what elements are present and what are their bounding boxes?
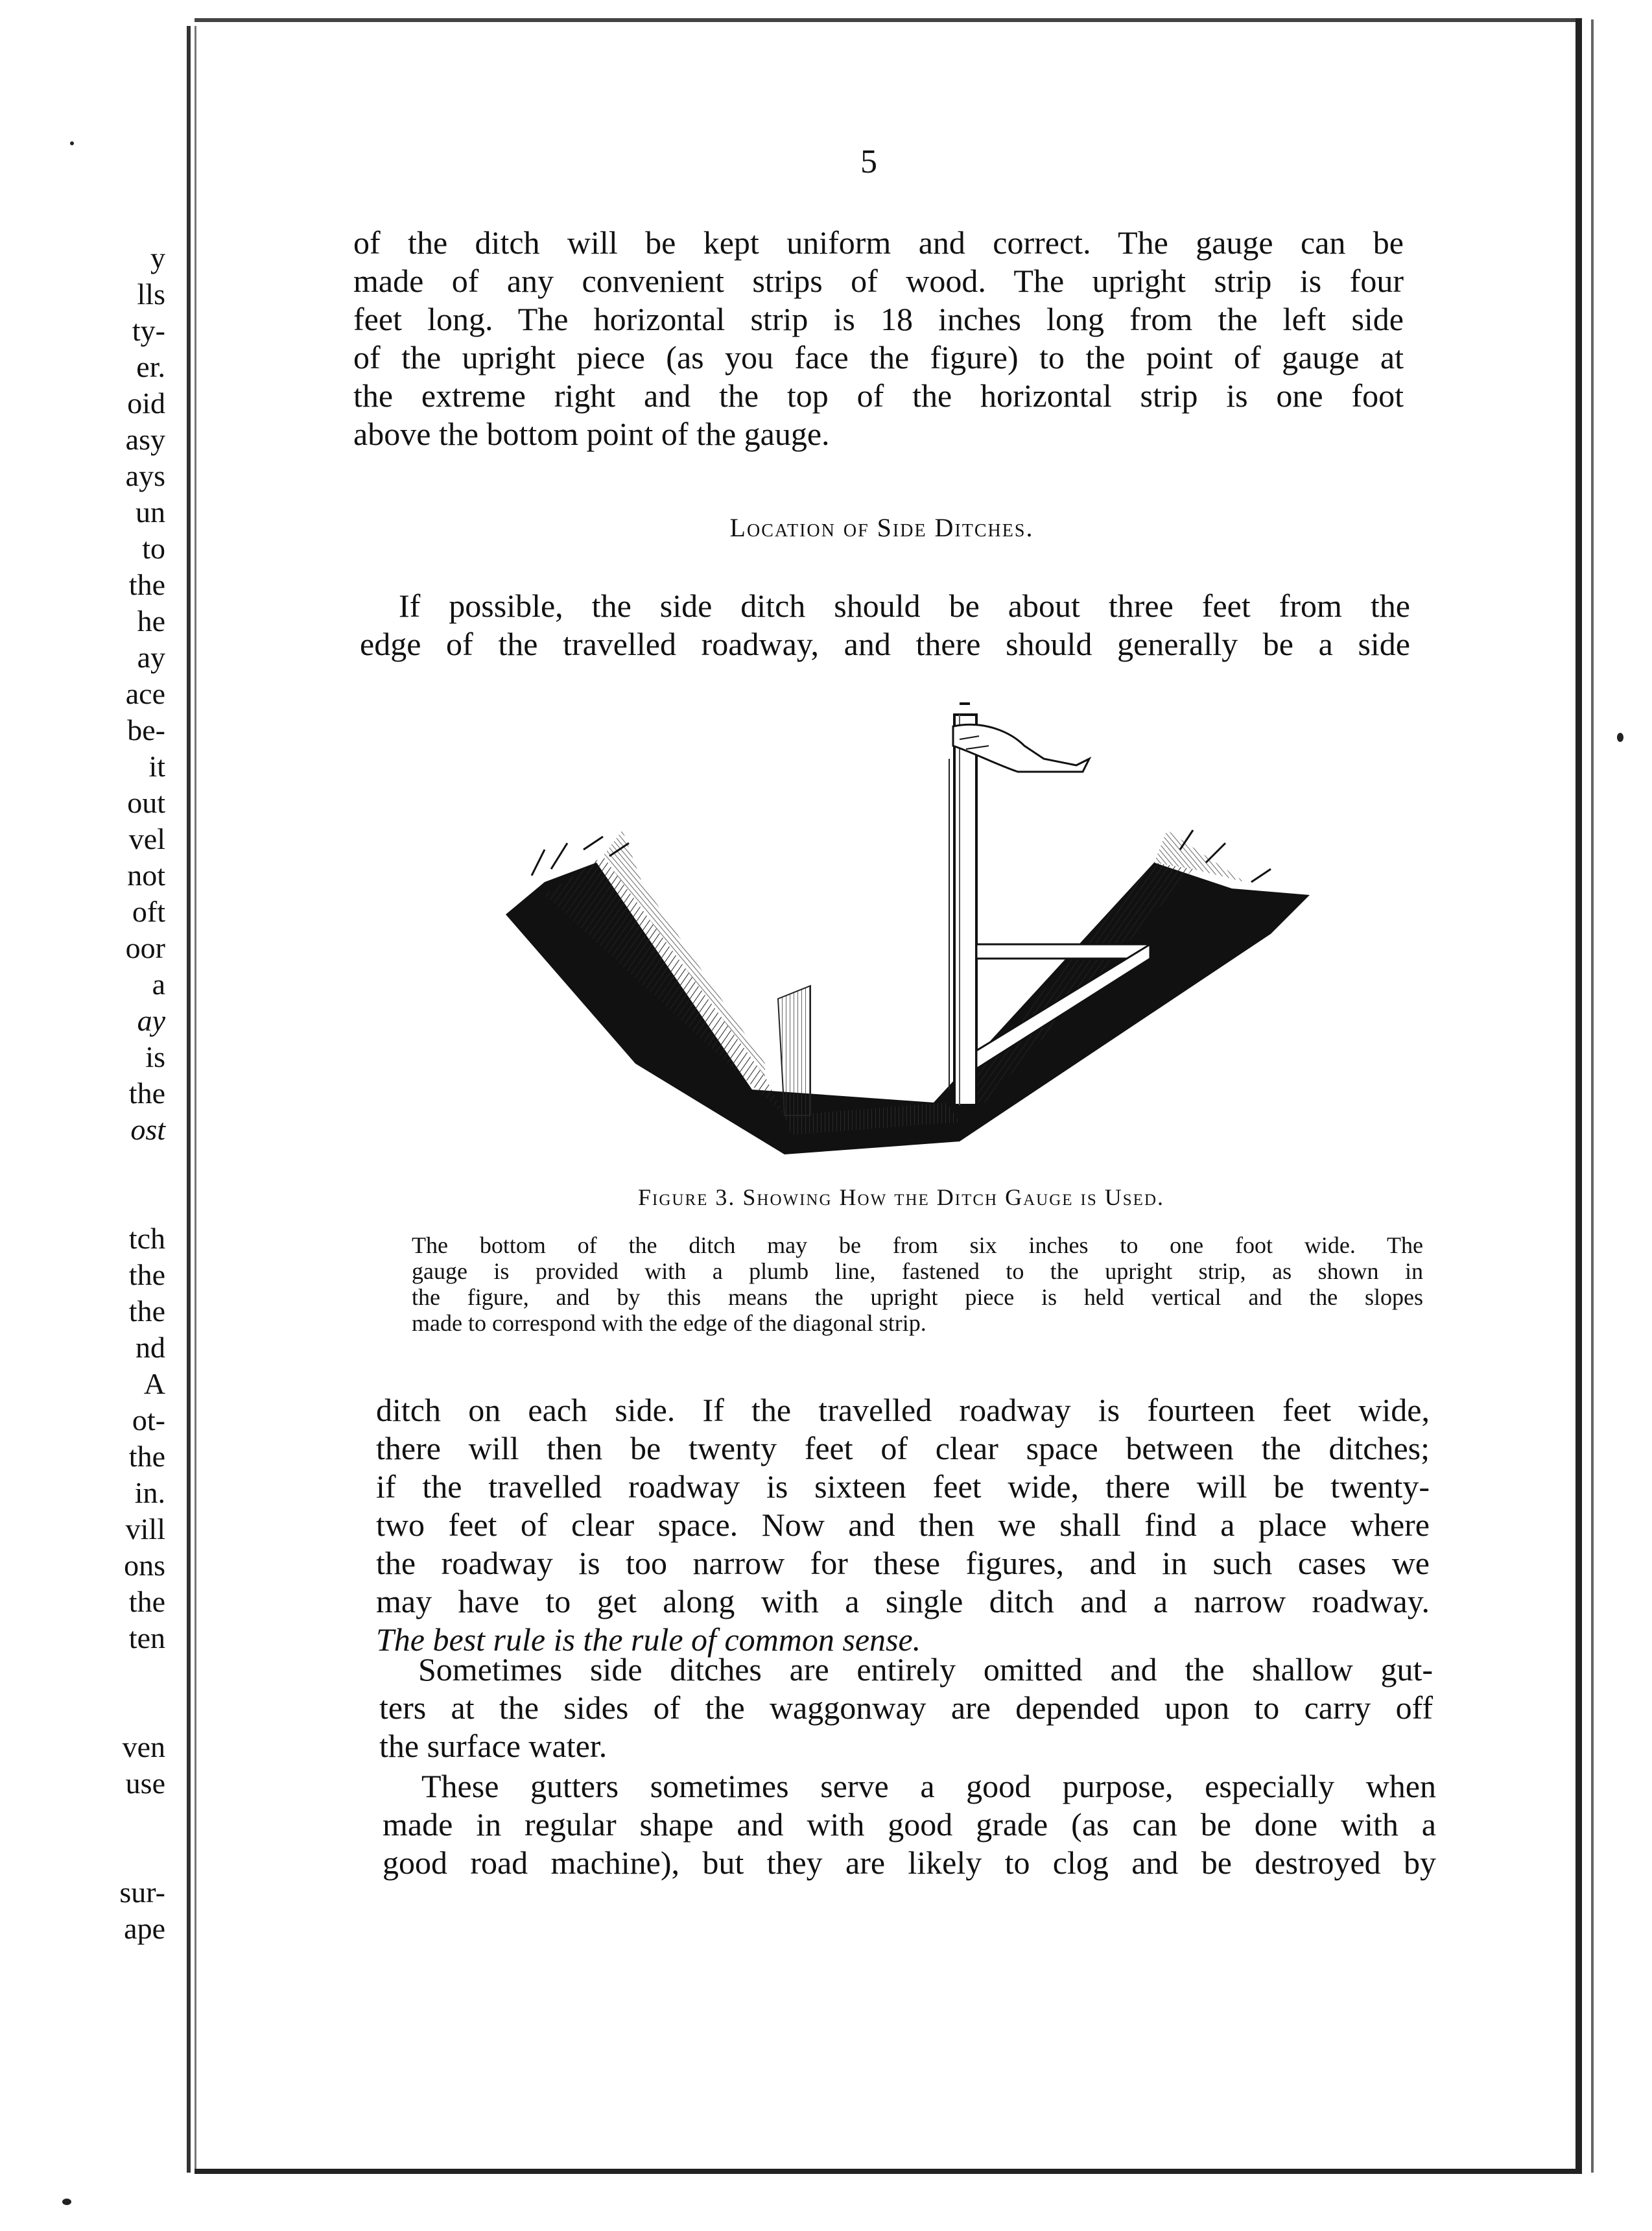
figure-caption: Figure 3. Showing How the Ditch Gauge is Used.: [637, 1184, 1165, 1210]
text-line: made in regular shape and with good grade (as can be done with a: [383, 1806, 1436, 1843]
margin-fragment: use: [125, 1767, 165, 1800]
margin-fragment: the: [128, 1294, 165, 1328]
margin-fragment: sur-: [119, 1876, 165, 1909]
figure-note: [412, 1232, 1423, 1336]
margin-fragment: he: [137, 604, 165, 638]
section-heading: Location of Side Ditches.: [729, 513, 1034, 542]
text-line: made to correspond with the edge of the diagonal strip.: [412, 1310, 926, 1336]
margin-fragment: in.: [134, 1476, 165, 1509]
text-line: The best rule is the rule of common sense.: [376, 1621, 921, 1658]
text-line: If possible, the side ditch should be about three feet from the: [399, 588, 1410, 624]
margin-fragment: it: [148, 750, 165, 783]
text-line: above the bottom point of the gauge.: [353, 416, 830, 452]
text-line: feet long. The horizontal strip is 18 inches long from the left side: [353, 301, 1404, 337]
page-number: 5: [860, 143, 877, 180]
margin-fragment: A: [143, 1367, 165, 1400]
margin-fragment: out: [127, 786, 165, 819]
margin-fragment: y: [150, 241, 165, 274]
margin-fragment: ace: [125, 677, 165, 710]
text-line: if the travelled roadway is sixteen feet wide, there will be twenty-: [376, 1468, 1430, 1505]
margin-fragment: the: [128, 1077, 165, 1110]
page-gutter: [187, 26, 191, 2173]
text-line: These gutters sometimes serve a good purpose, especially when: [421, 1768, 1436, 1804]
left-page-margin-text: [0, 240, 165, 1947]
margin-fragment: nd: [136, 1331, 165, 1364]
text-line: made of any convenient strips of wood. The upright strip is four: [353, 263, 1404, 299]
margin-fragment: the: [128, 1258, 165, 1291]
margin-fragment: oft: [132, 895, 165, 928]
page-bottom-edge: [195, 2169, 1582, 2174]
scan-speck: [62, 2199, 71, 2205]
text-line: gauge is provided with a plumb line, fastened to the upright strip, as shown in: [412, 1258, 1423, 1284]
paragraph-gauge-description: [353, 224, 1404, 453]
text-line: the roadway is too narrow for these figures, and in such cases we: [376, 1545, 1430, 1581]
margin-fragment: tch: [128, 1222, 165, 1255]
text-line: may have to get along with a single ditch and a narrow roadway.: [376, 1583, 1430, 1619]
margin-fragment: the: [128, 1440, 165, 1473]
text-line: ditch on each side. If the travelled roadway is fourteen feet wide,: [376, 1392, 1430, 1428]
margin-fragment: asy: [125, 423, 165, 456]
margin-gap: [0, 1656, 165, 1729]
margin-fragment: oid: [127, 387, 165, 420]
margin-fragment: the: [128, 568, 165, 601]
margin-fragment: a: [152, 968, 165, 1001]
text-line: edge of the travelled roadway, and there should generally be a side: [360, 626, 1410, 662]
margin-fragment: ays: [125, 459, 165, 492]
text-line: the surface water.: [379, 1728, 608, 1764]
paragraph-gutters: [383, 1767, 1436, 1882]
margin-fragment: ape: [124, 1912, 165, 1945]
text-line: the figure, and by this means the upright piece is held vertical and the slopes: [412, 1284, 1423, 1310]
page-gutter-shadow: [195, 26, 196, 2173]
page-right-edge-shadow: [1591, 19, 1594, 2173]
text-line: of the upright piece (as you face the figure) to the point of gauge at: [353, 339, 1404, 376]
margin-fragment: ons: [124, 1549, 165, 1582]
ditch-gauge-illustration: [506, 700, 1310, 1167]
paragraph-roadway-width: [376, 1391, 1430, 1659]
margin-fragment: be-: [127, 713, 165, 746]
paragraph-side-ditch-location: [360, 587, 1410, 663]
margin-fragment: not: [127, 859, 165, 892]
margin-gap: [0, 1802, 165, 1874]
text-line: ters at the sides of the waggonway are depended upon to carry off: [379, 1689, 1433, 1726]
scan-speck: [70, 141, 74, 145]
margin-fragment: vel: [128, 822, 165, 855]
margin-fragment: er.: [136, 350, 165, 383]
text-line: the extreme right and the top of the horizontal strip is one foot: [353, 377, 1404, 414]
text-line: there will then be twenty feet of clear space between the ditches;: [376, 1430, 1430, 1466]
text-line: Sometimes side ditches are entirely omitted and the shallow gut-: [418, 1651, 1433, 1688]
margin-fragment: ay: [137, 641, 165, 674]
paragraph-omitted-ditches: [379, 1651, 1433, 1765]
text-line: The bottom of the ditch may be from six inches to one foot wide. The: [412, 1232, 1423, 1258]
page-right-edge: [1575, 18, 1582, 2171]
margin-fragment: lls: [137, 278, 165, 311]
page-top-edge: [195, 18, 1582, 22]
text-line: good road machine), but they are likely to clog and be destroyed by: [383, 1844, 1436, 1881]
margin-fragment: ty-: [132, 314, 165, 347]
margin-fragment: ten: [128, 1621, 165, 1654]
text-line: two feet of clear space. Now and then we shall find a place where: [376, 1507, 1430, 1543]
margin-fragment: is: [145, 1040, 165, 1073]
margin-gap: [0, 1148, 165, 1221]
margin-fragment: the: [128, 1585, 165, 1618]
margin-fragment: un: [136, 495, 165, 529]
margin-fragment: ay: [137, 1004, 165, 1037]
text-line: of the ditch will be kept uniform and correct. The gauge can be: [353, 224, 1404, 261]
scan-speck: [1617, 733, 1623, 742]
margin-fragment: ven: [122, 1730, 165, 1763]
margin-fragment: ot-: [132, 1403, 165, 1437]
margin-fragment: vill: [125, 1512, 165, 1545]
margin-fragment: to: [142, 532, 165, 565]
margin-fragment: ost: [130, 1113, 165, 1146]
margin-fragment: oor: [125, 931, 165, 964]
